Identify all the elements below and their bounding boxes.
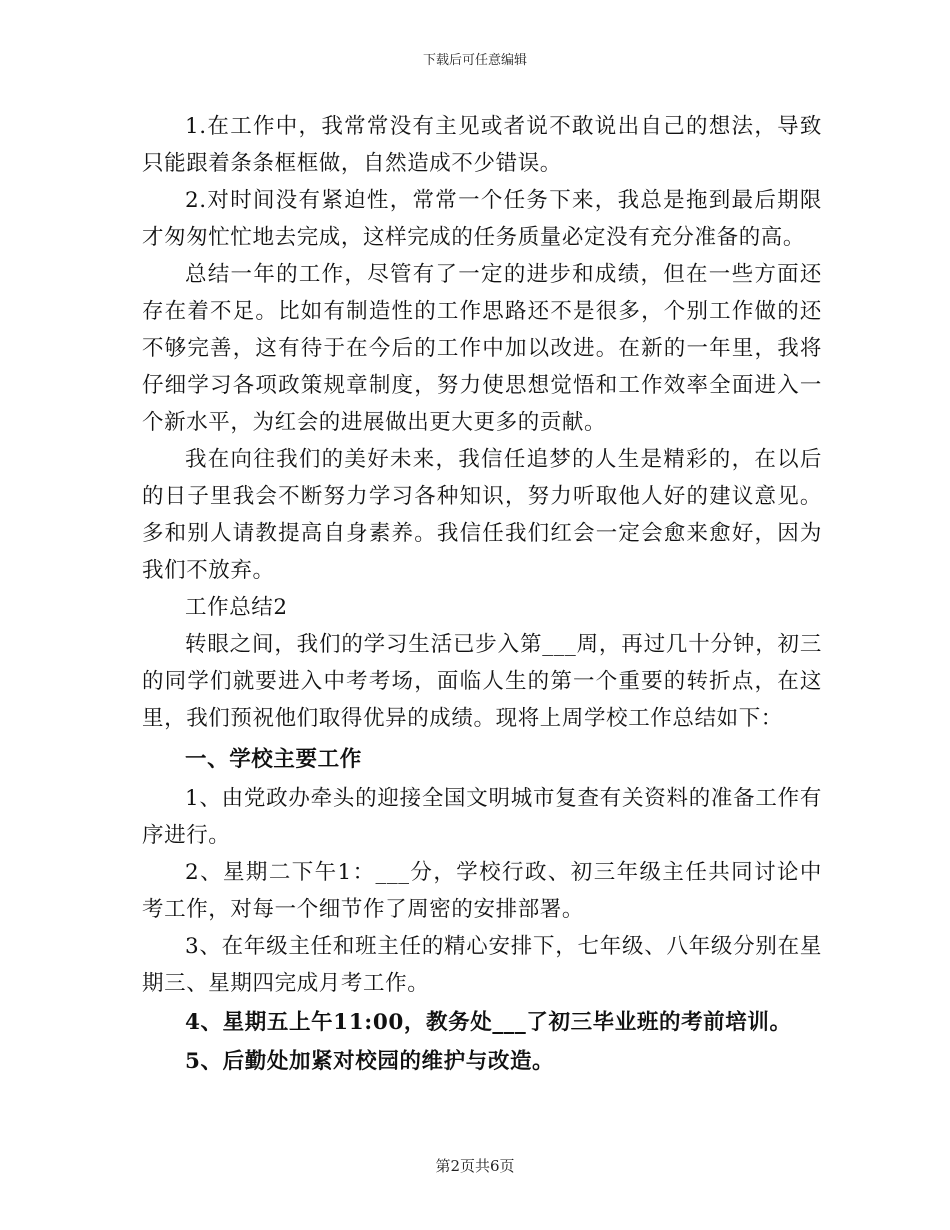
- page-footer: 第2页共6页: [435, 1157, 515, 1175]
- list-item-4: 4、星期五上午11:00，教务处___了初三毕业班的考前培训。: [185, 1010, 792, 1035]
- paragraph-item-2: 2.对时间没有紧迫性，常常一个任务下来，我总是拖到最后期限才匆匆忙忙地去完成，这样完成的任务质量必定没有充分准备的高。: [142, 188, 822, 250]
- list-item-2: 2、星期二下午1：___分，学校行政、初三年级主任共同讨论中考工作，对每一个细节作了周密的安排部署。: [142, 860, 822, 922]
- list-item-5: 5、后勤处加紧对校园的维护与改造。: [185, 1049, 555, 1074]
- paragraph-summary: 总结一年的工作，尽管有了一定的进步和成绩，但在一些方面还存在着不足。比如有制造性的工作思路还不是很多，个别工作做的还不够完善，这有待于在今后的工作中加以改进。在新的一年里，我将仔细学习各项政策规章制度，努力使思想觉悟和工作效率全面进入一个新水平，为红会的进展做出更大更多的贡献。: [142, 262, 822, 435]
- paragraph-item-1: 1.在工作中，我常常没有主见或者说不敢说出自己的想法，导致只能跟着条条框框做，自然造成不少错误。: [142, 114, 822, 176]
- list-item-1: 1、由党政办牵头的迎接全国文明城市复查有关资料的准备工作有序进行。: [142, 786, 822, 848]
- document-body: [142, 108, 822, 1080]
- section-title-work-summary-2: 工作总结2: [185, 595, 288, 620]
- paragraph-outlook: 我在向往我们的美好未来，我信任追梦的人生是精彩的，在以后的日子里我会不断努力学习各种知识，努力听取他人好的建议意见。多和别人请教提高自身素养。我信任我们红会一定会愈来愈好，因为我们不放弃。: [142, 447, 822, 583]
- list-item-3: 3、在年级主任和班主任的精心安排下，七年级、八年级分别在星期三、星期四完成月考工作。: [142, 934, 822, 996]
- section-heading-main-work: 一、学校主要工作: [185, 747, 362, 772]
- paragraph-intro: 转眼之间，我们的学习生活已步入第___周，再过几十分钟，初三的同学们就要进入中考考场，面临人生的第一个重要的转折点，在这里，我们预祝他们取得优异的成绩。现将上周学校工作总结如下：: [142, 632, 822, 731]
- page-header: 下载后可任意编辑: [422, 53, 527, 68]
